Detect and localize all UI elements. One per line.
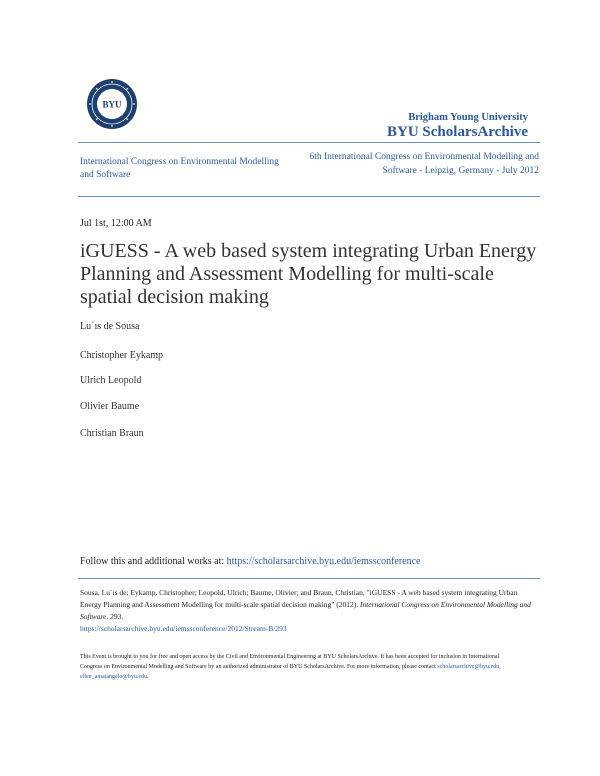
citation-number: . 293. <box>106 612 124 621</box>
collection-link-left[interactable]: International Congress on Environmental Modelling and Software <box>80 157 279 180</box>
seal-text: BYU <box>102 99 122 110</box>
contact-emails[interactable]: scholarsarchive@byu.edu, ellen_amatangelo@byu.edu <box>80 664 501 680</box>
citation-divider <box>78 578 540 579</box>
citation-url[interactable]: https://scholarsarchive.byu.edu/iemssconference/2012/Stream-B/293 <box>80 624 287 633</box>
follow-link[interactable]: https://scholarsarchive.byu.edu/iemssconference <box>226 556 421 567</box>
university-name: Brigham Young University <box>408 112 528 123</box>
archive-name[interactable]: BYU ScholarsArchive <box>387 124 528 140</box>
author-name: Christopher Eykamp <box>80 350 164 361</box>
top-divider <box>78 142 540 143</box>
citation-block <box>80 587 540 635</box>
follow-prefix: Follow this and additional works at: <box>80 556 227 567</box>
notice-text: This Event is brought to you for free and open access by the Civil and Environmental Engineering at BYU ScholarsArchive. It has been accepted for inclusion in International Congress on Environmental Modelling and Software by an authorized administrator of BYU ScholarsArchive. For more information, please contact <box>80 654 500 670</box>
collection-link-right[interactable]: 6th International Congress on Environmental Modelling and Software - Leipzig, Germany - July 2012 <box>309 152 539 176</box>
bottom-divider <box>78 196 540 197</box>
author-name: Lu´ıs de Sousa <box>80 321 140 332</box>
follow-line <box>80 556 420 567</box>
institution-block <box>387 112 528 141</box>
notice-end: . <box>147 674 149 680</box>
author-name: Olivier Baume <box>80 401 140 412</box>
citation-text: Sousa, Lu´ıs de; Eykamp, Christopher; Leopold, Ulrich; Baume, Olivier; and Braun, Christian, "iGUESS - A web based system integrating Urban Energy Planning and Assessment Modelling for multi-scale spatial decision making" (2012). <box>80 588 518 609</box>
author-name: Christian Braun <box>80 428 144 439</box>
notice-block <box>80 652 520 682</box>
citation-journal: International Congress on Environmental Modelling and Software <box>80 600 531 621</box>
event-date: Jul 1st, 12:00 AM <box>80 218 152 229</box>
byu-seal-logo <box>86 78 138 130</box>
author-name: Ulrich Leopold <box>80 375 142 386</box>
event-title: iGUESS - A web based system integrating Urban Energy Planning and Assessment Modelling for multi-scale spatial decision making <box>80 240 537 308</box>
